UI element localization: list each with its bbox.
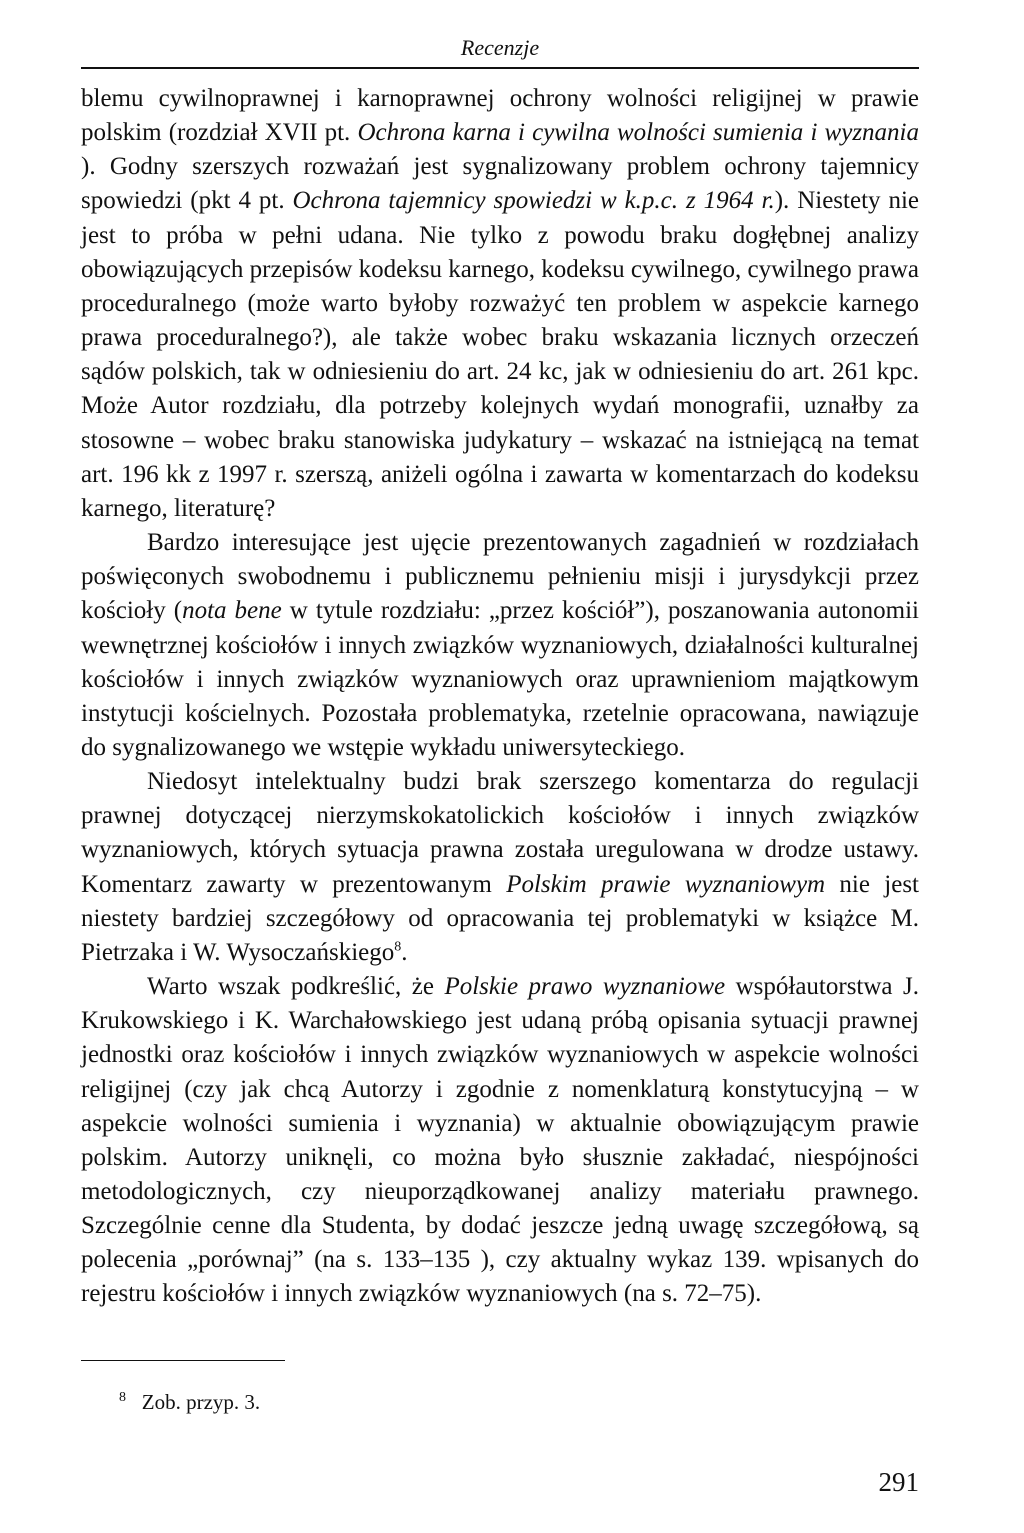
- text-run: Bardzo interesujące jest ujęcie prezentowanych zagadnień w rozdziałach poświęconych swobodnemu i publicznemu pełnieniu misji i jurysdykcji przez kościoły (: [81, 529, 919, 625]
- italic-phrase: Ochrona karna i cywilna wolności sumienia i wyznania: [357, 119, 919, 147]
- italic-phrase: Polskie prawo wyznaniowe: [444, 973, 726, 1001]
- footnote-marker: 8: [119, 1390, 126, 1405]
- running-header: Recenzje: [460, 35, 540, 60]
- paragraph: [81, 82, 919, 526]
- text-run: ). Niestety nie jest to próba w pełni udana. Nie tylko z powodu braku dogłębnej analizy obowiązujących przepisów kodeksu karnego, kodeksu cywilnego, cywilnego prawa proceduralnego (może warto byłoby rozważyć ten problem w aspekcie karnego prawa proceduralnego?), ale także wobec braku wskazania licznych orzeczeń sądów polskich, tak w odniesieniu do art. 24 kc, jak w odniesieniu do art. 261 kpc. Może Autor rozdziału, dla potrzeby kolejnych wydań monografii, uznałby za stosowne – wobec braku stanowiska judykatury – wskazać na istniejącą na temat art. 196 kk z 1997 r. szerszą, aniżeli ogólna i zawarta w komentarzach do kodeksu karnego, literaturę?: [81, 187, 919, 522]
- footnote: [119, 1388, 260, 1416]
- paragraph: [81, 765, 919, 970]
- paragraph: [81, 526, 919, 765]
- text-run: Warto wszak podkreślić, że: [147, 973, 445, 1001]
- text-run: Niedosyt intelektualny budzi brak szerszego komentarza do regulacji prawnej dotyczącej nierzymskokatolickich kościołów i innych związków wyznaniowych, których sytuacja prawna została uregulowana w drodze ustawy. Komentarz zawarty w prezentowanym: [81, 768, 919, 898]
- text-run: nie jest niestety bardziej szczegółowy od opracowania tej problematyki w książce M. Pietrzaka i W. Wysoczańskiego: [81, 870, 919, 966]
- body-text: [81, 82, 919, 1312]
- italic-phrase: Polskim prawie wyznaniowym: [506, 870, 826, 898]
- header-rule: [81, 67, 919, 69]
- italic-phrase: Ochrona tajemnicy spowiedzi w k.p.c. z 1964 r.: [292, 187, 775, 215]
- text-run: ). Godny szerszych rozważań jest sygnalizowany problem ochrony tajemnicy spowiedzi (pkt 4 pt.: [81, 153, 919, 215]
- text-run: współautorstwa J. Krukowskiego i K. Warchałowskiego jest udaną próbą opisania sytuacji prawnej jednostki oraz kościołów i innych związków wyznaniowych w aspekcie wolności religijnej (czy jak chcą Autorzy i zgodnie z nomenklaturą konstytucyjną – w aspekcie wolności sumienia i wyznania) w aktualnie obowiązującym prawie polskim. Autorzy uniknęli, co można było słusznie zakładać, niespójności metodologicznych, czy nieuporządkowanej analizy materiału prawnego. Szczególnie cenne dla Studenta, by dodać jeszcze jedną uwagę szczegółową, są polecenia „porównaj” (na s. 133–135 ), czy aktualny wykaz 139. wpisanych do rejestru kościołów i innych związków wyznaniowych (na s. 72–75).: [81, 973, 919, 1308]
- footnote-rule: [81, 1360, 285, 1361]
- text-run: w tytule rozdziału: „przez kościół”), poszanowania autonomii wewnętrznej kościołów i innych związków wyznaniowych, działalności kulturalnej kościołów i innych związków wyznaniowych oraz uprawnieniom majątkowym instytucji kościelnych. Pozostała problematyka, rzetelnie opracowana, nawiązuje do sygnalizowanego we wstępie wykładu uniwersyteckiego.: [81, 597, 919, 761]
- footnote-text: Zob. przyp. 3.: [141, 1390, 261, 1414]
- footnote-reference: 8: [394, 939, 402, 955]
- italic-phrase: nota bene: [182, 597, 282, 625]
- text-run: .: [401, 938, 408, 966]
- page-number: 291: [878, 1467, 919, 1497]
- text-run: blemu cywilnoprawnej i karnoprawnej ochrony wolności religijnej w prawie polskim (rozdział XVII pt.: [81, 85, 919, 147]
- paragraph: [81, 970, 919, 1312]
